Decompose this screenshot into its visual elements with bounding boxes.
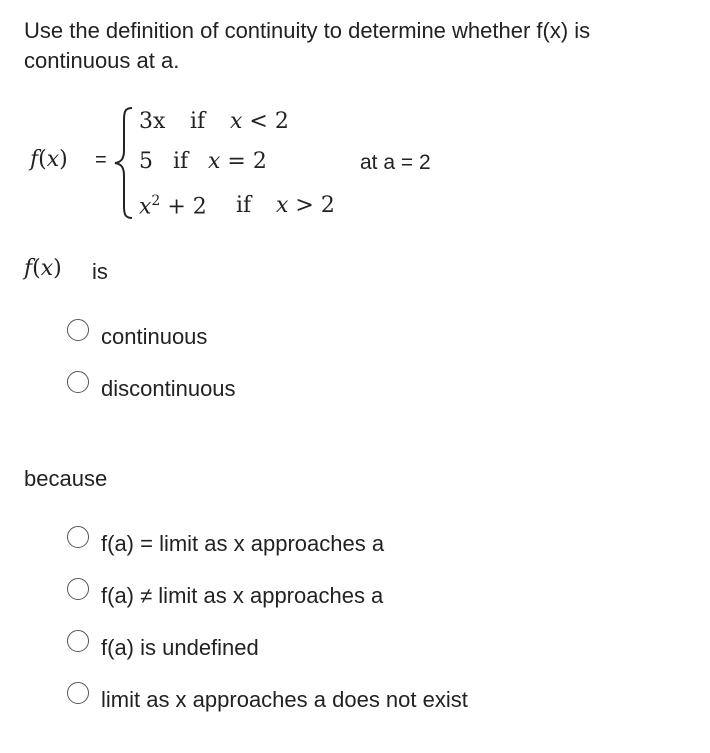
option-label-reason-not-equal: f(a) ≠ limit as x approaches a [101, 583, 384, 608]
option-label-reason-limit-dne: limit as x approaches a does not exist [101, 687, 468, 712]
at-point-label: at a = 2 [360, 151, 431, 174]
case-1-expr: 3x [139, 109, 166, 134]
radio-discontinuous[interactable] [67, 371, 89, 393]
case-3-condition: x > 2 [276, 193, 335, 218]
is-label: is [92, 259, 108, 284]
radio-reason-not-equal[interactable] [67, 578, 89, 600]
radio-continuous[interactable] [67, 319, 89, 341]
case-3-if: if [236, 193, 252, 218]
option-label-discontinuous: discontinuous [101, 376, 236, 401]
case-2-if: if [173, 149, 189, 174]
case-1-condition: x < 2 [230, 109, 289, 134]
function-lhs: f(x) [30, 147, 68, 172]
radio-reason-undefined[interactable] [67, 630, 89, 652]
is-section-lhs: f(x) [24, 256, 62, 281]
option-label-continuous: continuous [101, 324, 208, 349]
option-label-reason-equal: f(a) = limit as x approaches a [101, 531, 385, 556]
because-label: because [24, 466, 108, 491]
case-2-expr: 5 [139, 149, 153, 174]
option-label-reason-undefined: f(a) is undefined [101, 635, 259, 660]
case-1-if: if [190, 109, 206, 134]
left-brace-icon [112, 106, 136, 220]
case-3-expr: $x^2 + 2$ [139, 193, 207, 220]
case-2-condition: x = 2 [208, 149, 267, 174]
equals-sign: = [95, 149, 107, 171]
radio-reason-equal[interactable] [67, 526, 89, 548]
radio-reason-limit-dne[interactable] [67, 682, 89, 704]
question-prompt: Use the definition of continuity to determine whether f(x) is continuous at a. [24, 18, 591, 73]
